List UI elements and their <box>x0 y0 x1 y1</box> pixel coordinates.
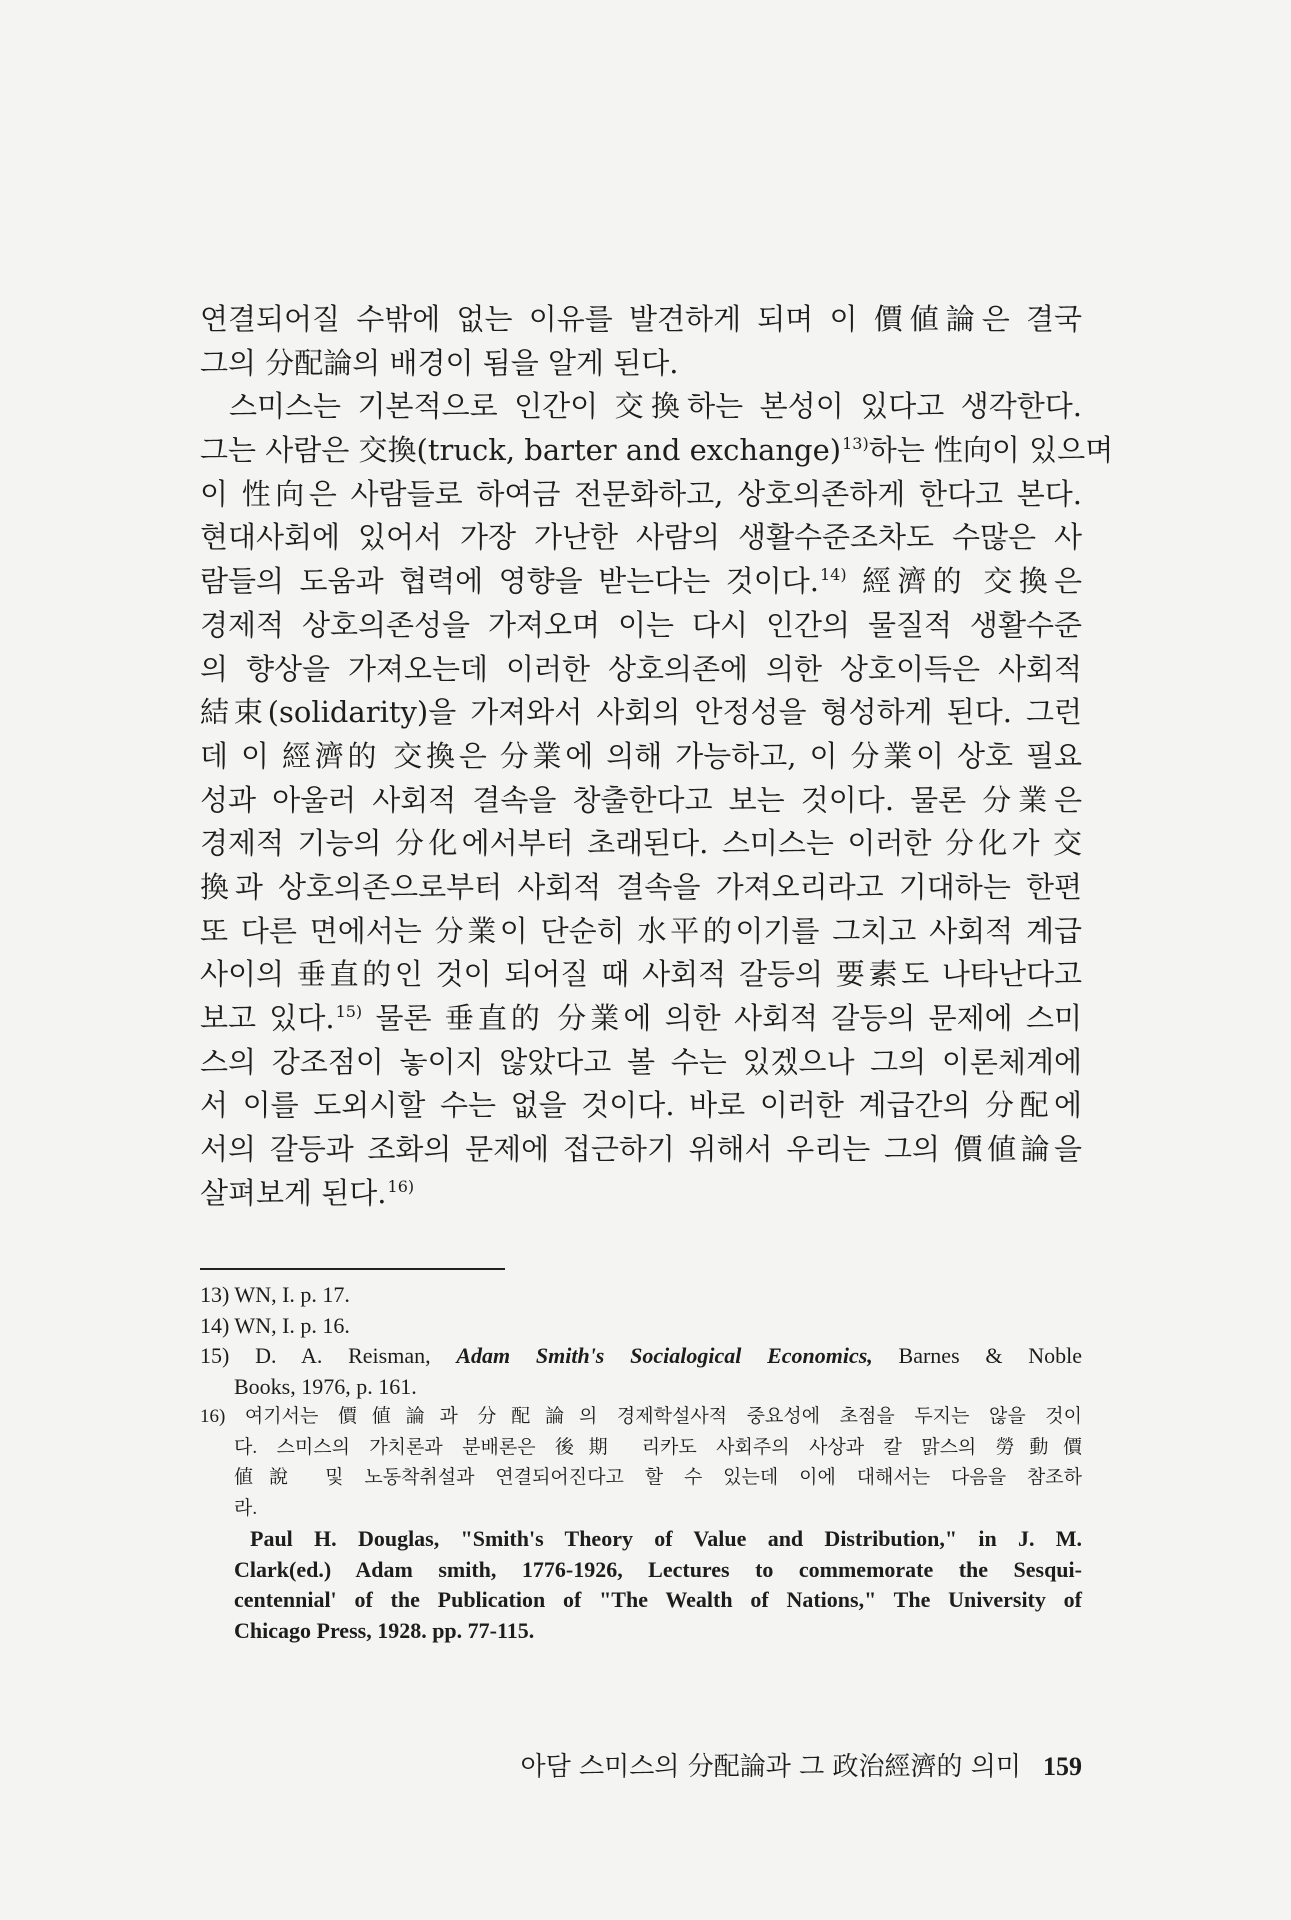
body-line-text: 換과 상호의존으로부터 사회적 결속을 가져오리라고 기대하는 한편 <box>200 869 1082 904</box>
body-line <box>200 604 1082 648</box>
body-line-text: 結束(solidarity)을 가져와서 사회의 안정성을 형성하게 된다. 그런 <box>200 695 1082 730</box>
body-line <box>200 822 1082 866</box>
running-title: 아담 스미스의 分配論과 그 政治經濟的 의미 <box>520 1752 1021 1782</box>
body-line <box>200 866 1082 910</box>
body-line <box>200 298 1082 342</box>
footnote-15-book-title: Adam Smith's Socialogical Economics, <box>456 1343 873 1368</box>
footnote-reference: 14) <box>819 565 847 585</box>
body-line-text: 람들의 도움과 협력에 영향을 받는다는 것이다. <box>200 564 819 599</box>
footnote-15-publisher: Barnes & Noble <box>872 1343 1082 1368</box>
footnote-14-text: 14) WN, I. p. 16. <box>200 1312 350 1338</box>
body-line <box>200 429 1114 473</box>
body-line-text: 살펴보게 된다. <box>200 1175 387 1210</box>
footnote-15-line-2 <box>200 1372 1082 1403</box>
footnote-reference: 15) <box>335 1002 363 1022</box>
footnote-16 <box>200 1402 1082 1524</box>
body-line-text: 데 이 經濟的 交換은 分業에 의해 가능하고, 이 分業이 상호 필요 <box>200 738 1082 773</box>
page-number: 159 <box>1043 1752 1082 1781</box>
body-line-text: 연결되어질 수밖에 없는 이유를 발견하게 되며 이 價値論은 결국 <box>200 302 1082 336</box>
body-line <box>200 735 1082 779</box>
body-line-text: 의 향상을 가져오는데 이러한 상호의존에 의한 상호이득은 사회적 <box>200 651 1082 686</box>
footnote-16-ref-line-1: Paul H. Douglas, "Smith's Theory of Value and Distribution," in J. M. <box>250 1526 1082 1551</box>
body-line-text: 경제적 기능의 分化에서부터 초래된다. 스미스는 이러한 分化가 交 <box>200 826 1082 861</box>
running-footer <box>470 1746 1082 1783</box>
footnote-14 <box>200 1311 1082 1342</box>
body-line <box>200 1084 1082 1128</box>
footnote-15 <box>200 1341 1082 1402</box>
footnote-16-ref-line-3: centennial' of the Publication of "The Wealth of Nations," The University of <box>234 1587 1082 1612</box>
body-line-text: 서의 갈등과 조화의 문제에 접근하기 위해서 우리는 그의 價値論을 <box>200 1132 1082 1167</box>
body-text <box>200 298 1114 1215</box>
footnote-13 <box>200 1280 1082 1311</box>
body-line-text-after-ref: 물론 垂直的 分業에 의한 사회적 갈등의 문제에 스미 <box>362 1001 1082 1035</box>
footnote-15-cont: Books, 1976, p. 161. <box>234 1373 417 1399</box>
footnote-16-ref-line-2: Clark(ed.) Adam smith, 1776-1926, Lectures to commemorate the Sesqui- <box>234 1556 1082 1582</box>
footnote-16-line-1: 16) 여기서는 價値論과 分配論의 경제학설사적 중요성에 초점을 두지는 않을 것이 <box>200 1406 1082 1427</box>
body-line-text-after-ref: 經濟的 交換은 <box>846 564 1083 599</box>
footnote-separator <box>200 1268 505 1270</box>
footnote-15-author: 15) D. A. Reisman, <box>200 1343 457 1368</box>
footnote-16-line-3: 値說 및 노동착취설과 연결되어진다고 할 수 있는데 이에 대해서는 다음을 참조하 <box>234 1467 1082 1488</box>
footnote-reference: 16) <box>387 1177 415 1197</box>
body-line-text: 스의 강조점이 놓이지 않았다고 볼 수는 있겠으나 그의 이론체계에 <box>200 1044 1082 1079</box>
footnote-16-reference <box>200 1524 1082 1646</box>
body-line <box>200 953 1082 997</box>
body-line-text: 사이의 垂直的인 것이 되어질 때 사회적 갈등의 要素도 나타난다고 <box>200 957 1082 992</box>
body-line-text-after-ref: 하는 性向이 있으며 <box>868 433 1114 468</box>
body-line-text: 또 다른 면에서는 分業이 단순히 水平的이기를 그치고 사회적 계급 <box>200 913 1082 948</box>
footnote-16-line-4: 라. <box>234 1497 258 1519</box>
body-line <box>200 691 1082 735</box>
footnotes <box>200 1280 1082 1646</box>
body-line <box>200 997 1082 1041</box>
body-line-text: 성과 아울러 사회적 결속을 창출한다고 보는 것이다. 물론 分業은 <box>200 782 1082 817</box>
body-line-text: 스미스는 기본적으로 인간이 交換하는 본성이 있다고 생각한다. <box>229 389 1082 424</box>
footnote-16-ref-line-4: Chicago Press, 1928. pp. 77-115. <box>234 1617 535 1643</box>
footnote-13-text: 13) WN, I. p. 17. <box>200 1282 350 1307</box>
footnote-reference: 13) <box>842 434 869 454</box>
body-line-text: 경제적 상호의존성을 가져오며 이는 다시 인간의 물질적 생활수준 <box>200 607 1082 642</box>
body-line-text: 이 性向은 사람들로 하여금 전문화하고, 상호의존하게 한다고 본다. <box>200 476 1082 511</box>
footnote-15-line-1 <box>200 1341 1082 1372</box>
body-line <box>200 516 1082 560</box>
body-line <box>200 560 1082 604</box>
body-line <box>200 1172 1082 1216</box>
body-line-text: 서 이를 도외시할 수는 없을 것이다. 바로 이러한 계급간의 分配에 <box>200 1088 1082 1123</box>
body-line-text: 그는 사람은 交換(truck, barter and exchange) <box>200 433 842 468</box>
body-line-text: 현대사회에 있어서 가장 가난한 사람의 생활수준조차도 수많은 사 <box>200 520 1082 555</box>
body-line <box>200 473 1082 517</box>
body-line <box>200 779 1082 823</box>
body-line-text: 보고 있다. <box>200 1001 335 1035</box>
body-line <box>200 910 1082 954</box>
body-line <box>200 342 1082 386</box>
body-line <box>200 648 1082 692</box>
footnote-16-line-2: 다. 스미스의 가치론과 분배론은 後期 리카도 사회주의 사상과 칼 맑스의 勞動價 <box>234 1436 1082 1458</box>
body-line <box>200 1128 1082 1172</box>
body-line-text: 그의 分配論의 배경이 됨을 알게 된다. <box>200 345 679 380</box>
body-line <box>200 1041 1082 1085</box>
body-line <box>200 385 1082 429</box>
